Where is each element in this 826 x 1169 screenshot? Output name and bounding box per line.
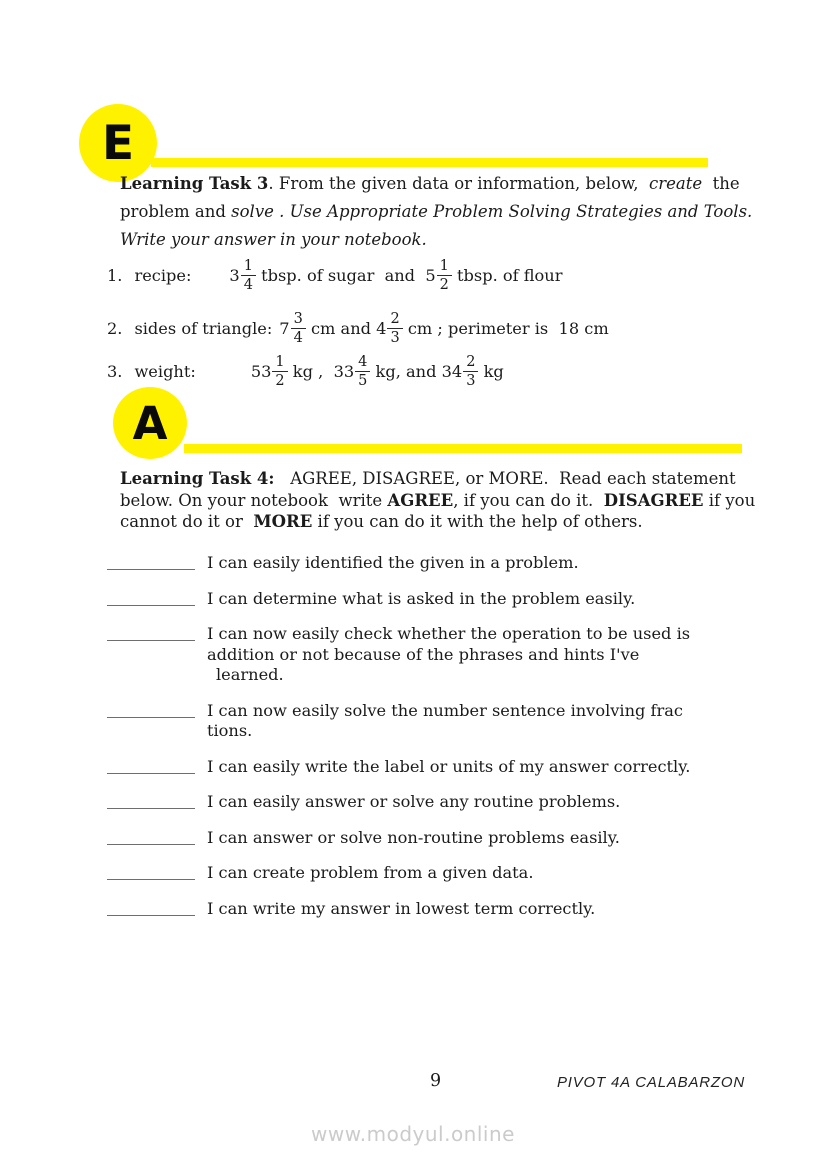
fraction: 1 4 [241,258,256,293]
section-a-letter: A [132,396,168,450]
statement-text: I can write my answer in lowest term correctly. [207,898,596,918]
answer-blank [107,589,195,606]
mixed-number: 5 1 2 [425,258,452,293]
task4-intro-line1: Learning Task 4: AGREE, DISAGREE, or MORE. Read each statement [120,469,736,488]
answer-blank [107,863,195,880]
footer-brand: PIVOT 4A CALABARZON [556,1074,745,1091]
statement-text: I can easily identified the given in a problem. [207,553,579,572]
statement-text: I can create problem from a given data. [207,863,534,882]
task4-title: Learning Task 4: [120,469,275,488]
answer-blank [107,828,195,845]
mixed-number: 53 1 2 [251,354,288,389]
task4-intro-line3: cannot do it or MORE if you can do it with the help of others. [120,512,643,531]
page-number: 9 [430,1071,442,1091]
answer-blank [107,553,195,570]
statement-row [107,899,690,920]
mixed-number: 3 1 4 [229,258,256,293]
task3-intro-line1: Learning Task 3. From the given data or information, below, create the [120,174,740,193]
item-text: cm ; perimeter is 18 cm [402,318,609,338]
item-label: weight: [134,361,196,381]
statement-row [107,792,690,813]
task3-intro-line3: Write your answer in your notebook. [120,230,427,249]
section-a-badge [113,387,187,459]
item-label: sides of triangle: [134,318,273,338]
statement-row [107,701,690,742]
answer-blank [107,757,195,774]
task3-intro-line2: problem and solve . Use Appropriate Problem Solving Strategies and Tools. [120,202,753,221]
statement-row [107,863,690,884]
item-number: 1. [107,265,123,285]
section-e-letter: E [101,115,135,171]
task4-intro-line2: below. On your notebook write AGREE, if you can do it. DISAGREE if you [120,490,756,510]
item-text: kg [478,361,504,381]
statement-text: I can answer or solve non-routine problems easily. [207,827,620,847]
fraction: 1 2 [437,258,452,293]
mixed-number: 33 4 5 [334,354,371,389]
item-text: tbsp. of flour [451,265,563,285]
item-number: 3. [107,361,123,381]
task3-item-triangle [107,305,609,351]
item-text: cm and [305,318,377,338]
statement-row [107,624,690,686]
answer-blank [107,792,195,809]
item-number: 2. [107,318,123,338]
statement-row [107,828,690,849]
statement-row [107,553,690,574]
task3-intro-paragraph [120,170,752,254]
fraction: 3 4 [291,311,306,346]
watermark-url: www.modyul.online [311,1122,515,1146]
statement-text: I can now easily check whether the operation to be used is addition or not because of the phrases and hints I've learned. [207,624,691,684]
task3-title: Learning Task 3 [120,174,269,193]
task3-item-weight [107,348,504,394]
answer-blank [107,899,195,916]
mixed-number: 7 3 4 [279,311,306,346]
item-text: kg , [287,361,334,381]
task3-item-recipe [107,252,562,298]
fraction: 4 5 [355,354,370,389]
item-text: kg, and [370,361,442,381]
answer-blank [107,624,195,641]
mixed-number: 34 2 3 [442,354,479,389]
section-e-divider-bar [151,158,708,167]
fraction: 1 2 [272,354,287,389]
answer-blank [107,701,195,718]
section-a-divider-bar [184,444,742,453]
statement-text: I can easily answer or solve any routine problems. [207,792,621,811]
item-label: recipe: [134,265,192,285]
task4-intro-paragraph [120,468,755,533]
statement-row [107,589,690,610]
statement-text: I can determine what is asked in the problem easily. [207,588,636,608]
fraction: 2 3 [387,311,402,346]
fraction: 2 3 [463,354,478,389]
statement-text: I can now easily solve the number sentence involving frac tions. [207,700,683,740]
task4-statement-list [107,553,690,919]
statement-text: I can easily write the label or units of my answer correctly. [207,756,691,776]
mixed-number: 4 2 3 [376,311,403,346]
statement-row [107,757,690,778]
item-text: tbsp. of sugar and [255,265,426,285]
